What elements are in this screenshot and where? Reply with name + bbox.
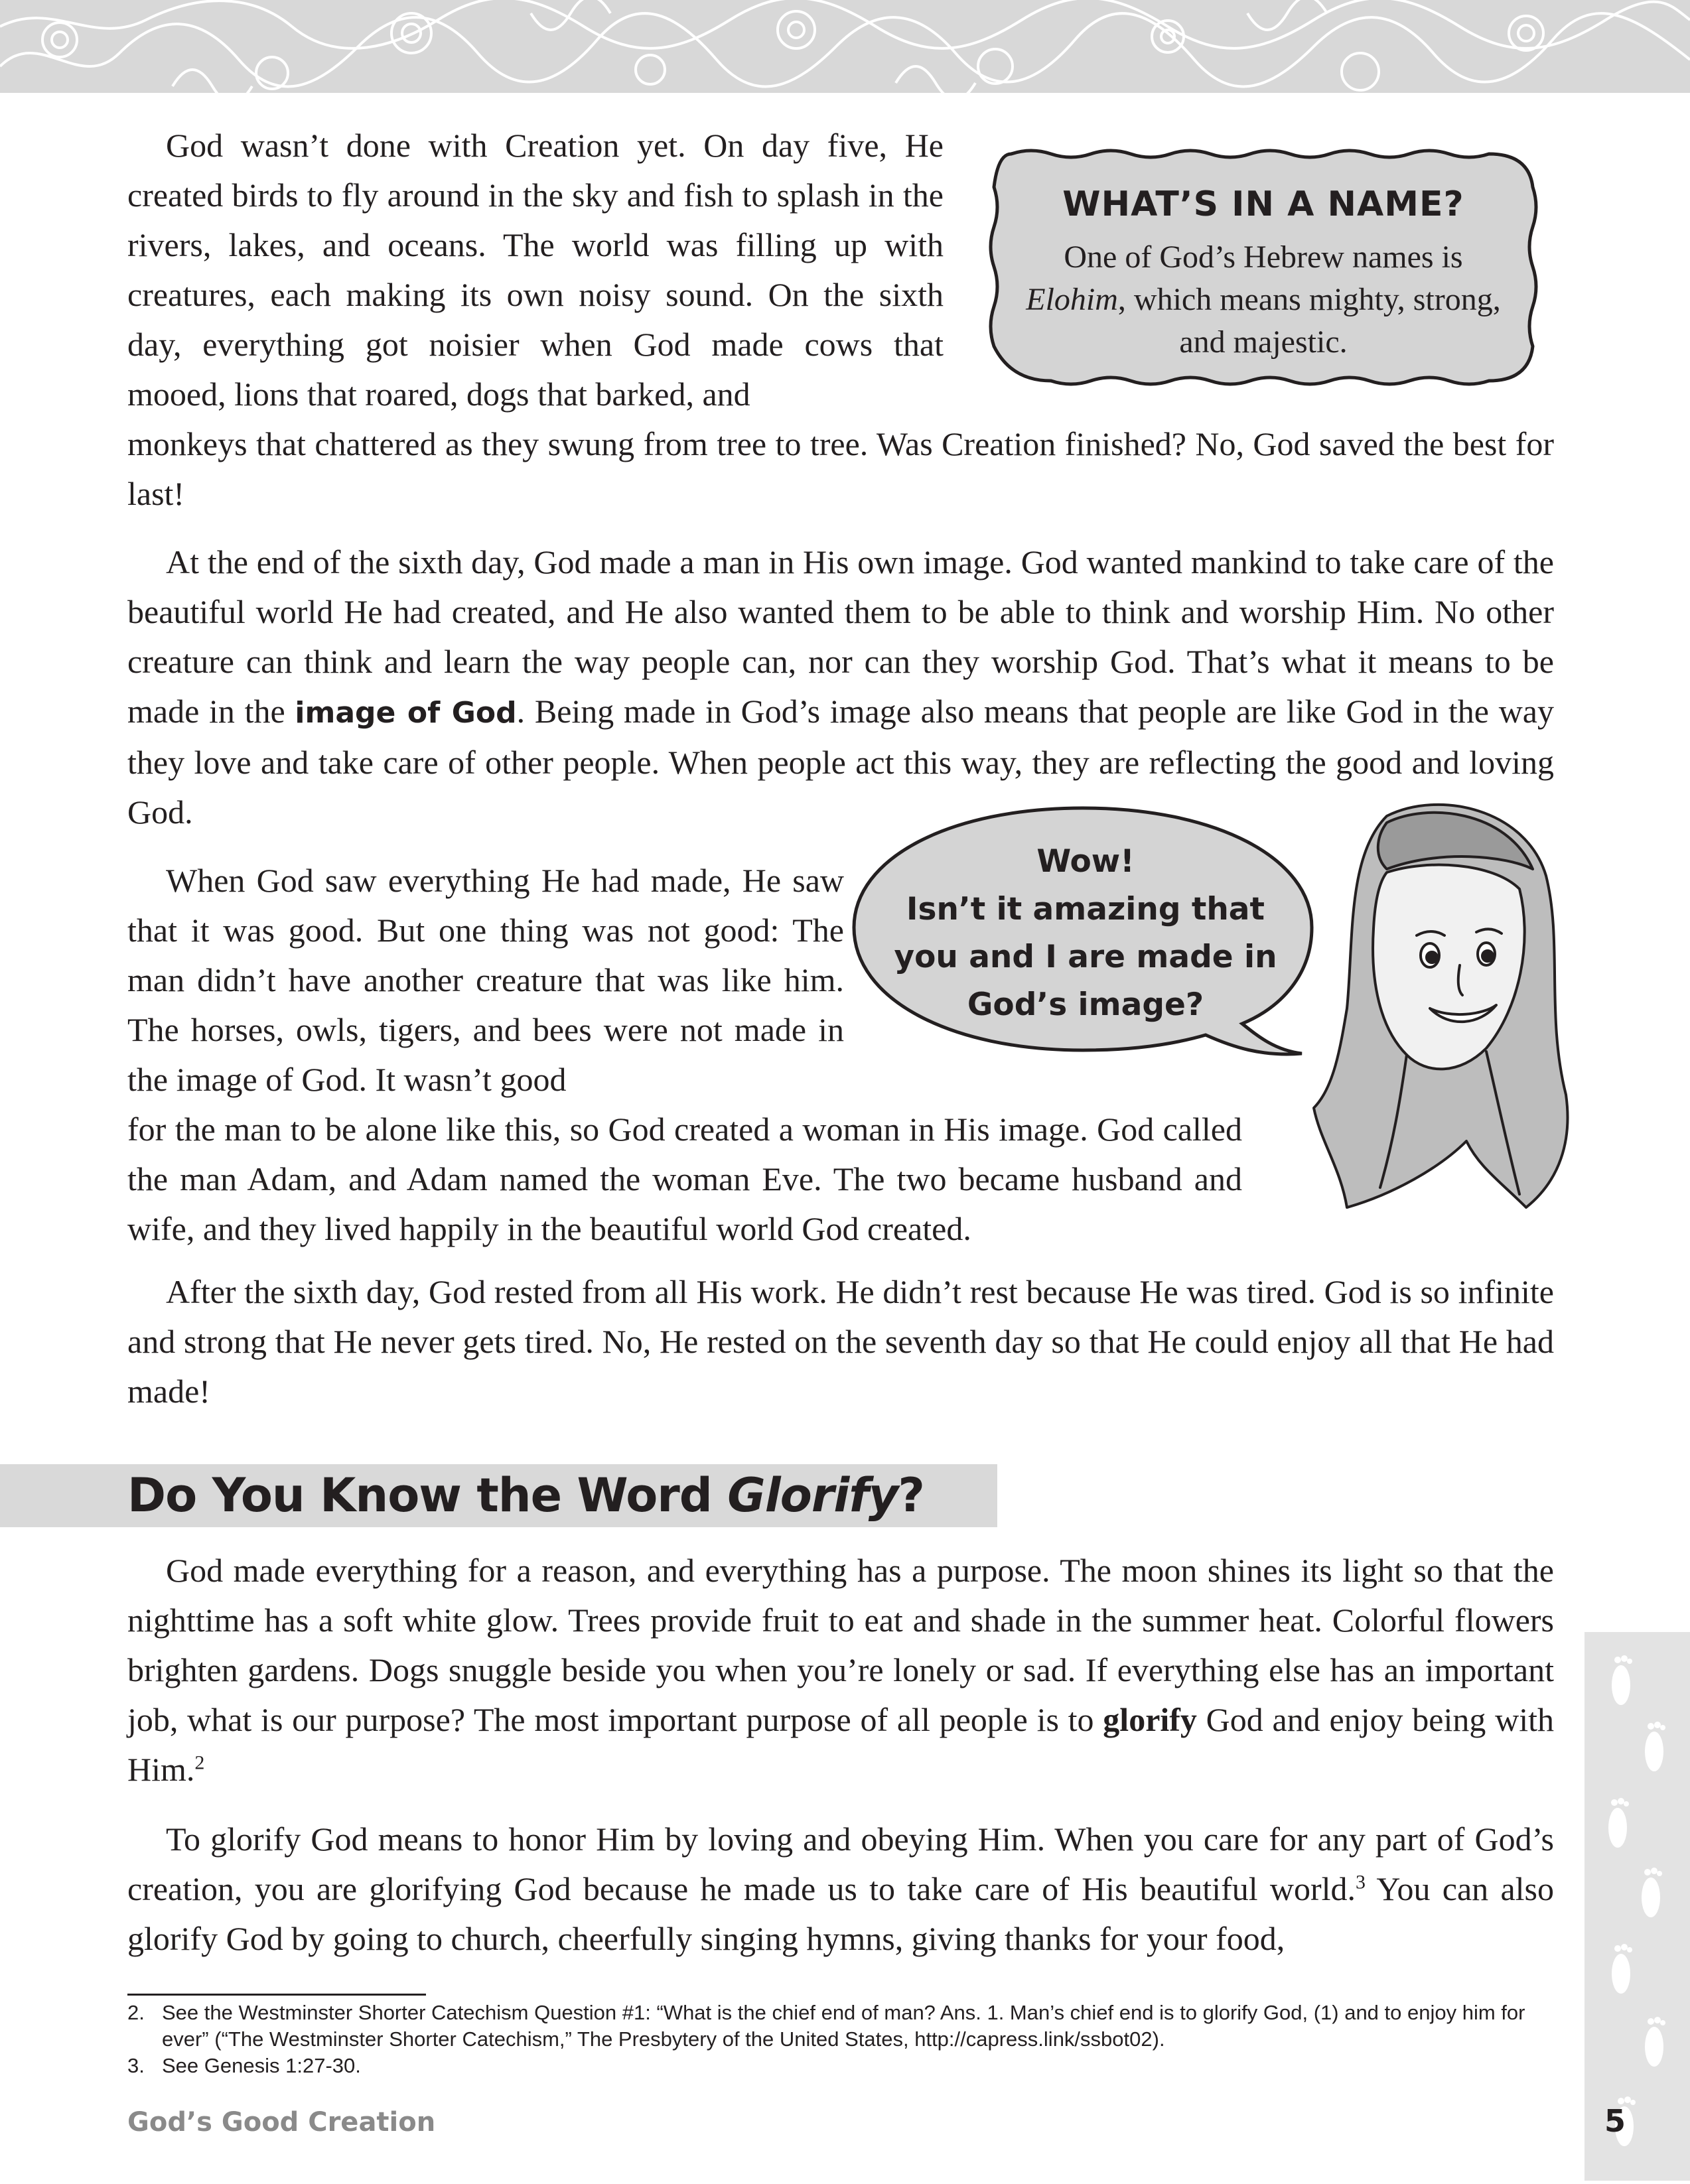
paragraph-6: [127, 1814, 1554, 1964]
section-heading: Do You Know the Word Glorify?: [127, 1468, 925, 1523]
footnote-text: See the Westminster Shorter Catechism Question #1: “What is the chief end of man? Ans. 1. Man’s chief end is to glorify God, (1) and to enjoy him for ever” (“The Westminster Shorter Catechism,” The Presbytery of the United States, http://capress.link/ssbot02).: [162, 2001, 1525, 2051]
footnote-divider: [127, 1994, 426, 1996]
footer-book-title: God’s Good Creation: [127, 2107, 436, 2138]
paragraph-3-start: [127, 856, 844, 1105]
footnote-ref-2: 2: [194, 1751, 205, 1774]
paragraph-text: At the end of the sixth day, God made a man in His own image. God wanted mankind to take care of the beautiful world He had created, and He also wanted them to be able to think and worship Him. No other creature can think and learn the way people can, nor can they worship God. That’s what it means to be made in the image of God. Being made in God’s image also means that people are like God in the way they love and take care of other people. When people act this way, they are reflecting the good and loving God.: [127, 543, 1554, 831]
footnote-3: [127, 2053, 1554, 2079]
girl-illustration-icon: [1307, 796, 1573, 1221]
bubble-text: Wow! Isn’t it amazing that you and I are made in God’s image?: [894, 843, 1277, 1023]
paragraph-text: monkeys that chattered as they swung from tree to tree. Was Creation finished? No, God saved the best for last!: [127, 425, 1554, 512]
swirl-pattern-banner: [0, 0, 1690, 93]
paragraph-4: [127, 1267, 1554, 1416]
paragraph-1-end: [127, 419, 1554, 519]
side-strip: [1584, 1632, 1690, 2181]
paragraph-2: [127, 537, 1554, 837]
whats-in-a-name-box: [985, 147, 1542, 387]
paragraph-text: When God saw everything He had made, He saw that it was good. But one thing was not good: The man didn’t have another creature that was like him. The horses, owls, tigers, and bees were not made in the image of God. It wasn’t good: [127, 862, 844, 1098]
footnote-number: 3.: [127, 2054, 145, 2077]
footprints-icon: [1584, 1632, 1690, 2181]
paragraph-text: God wasn’t done with Creation yet. On day five, He created birds to fly around in the sky and fish to splash in the rivers, lakes, and oceans. The world was filling up with creatures, each making its own noisy sound. On the sixth day, everything got noisier when God made cows that mooed, lions that roared, dogs that barked, and: [127, 127, 944, 413]
sidebox-text: One of God’s Hebrew names is Elohim, which means mighty, strong, and majestic.: [1026, 239, 1501, 360]
footnotes: [127, 2000, 1554, 2079]
keyword-glorify: glorify: [1103, 1701, 1197, 1738]
paragraph-text: To glorify God means to honor Him by loving and obeying Him. When you care for any part of God’s creation, you are glorifying God because he made us to take care of His beautiful world.$^3$ You can also glorify God by going to church, cheerfully singing hymns, giving thanks for your food,: [127, 1820, 1554, 1957]
footnote-ref-3: 3: [1356, 1871, 1366, 1893]
footnote-text: See Genesis 1:27-30.: [162, 2054, 361, 2077]
paragraph-text: for the man to be alone like this, so God created a woman in His image. God called the man Adam, and Adam named the woman Eve. The two became husband and wife, and they lived happily in the beautiful world God created.: [127, 1111, 1242, 1247]
paragraph-text: God made everything for a reason, and everything has a purpose. The moon shines its light so that the nighttime has a soft white glow. Trees provide fruit to eat and shade in the summer heat. Colorful flowers brighten gardens. Dogs snuggle beside you when you’re lonely or sad. If everything else has an important job, what is our purpose? The most important purpose of all people is to glorify God and enjoy being with Him.$^2$: [127, 1552, 1554, 1788]
keyword-image-of-god: image of God: [295, 696, 517, 730]
paragraph-text: After the sixth day, God rested from all His work. He didn’t rest because He was tired. God is so infinite and strong that He never gets tired. No, He rested on the seventh day so that He could enjoy all that He had made!: [127, 1273, 1554, 1410]
page-number: 5: [1604, 2103, 1626, 2139]
paragraph-5: [127, 1546, 1554, 1795]
sidebox-title: WHAT’S IN A NAME?: [1062, 184, 1464, 224]
footnote-number: 2.: [127, 2001, 145, 2024]
speech-bubble: [844, 801, 1322, 1093]
paragraph-1-start: [127, 121, 944, 419]
footnote-2: [127, 2000, 1554, 2053]
paragraph-3-end: [127, 1105, 1242, 1254]
swirl-pattern-icon: [0, 0, 1690, 93]
